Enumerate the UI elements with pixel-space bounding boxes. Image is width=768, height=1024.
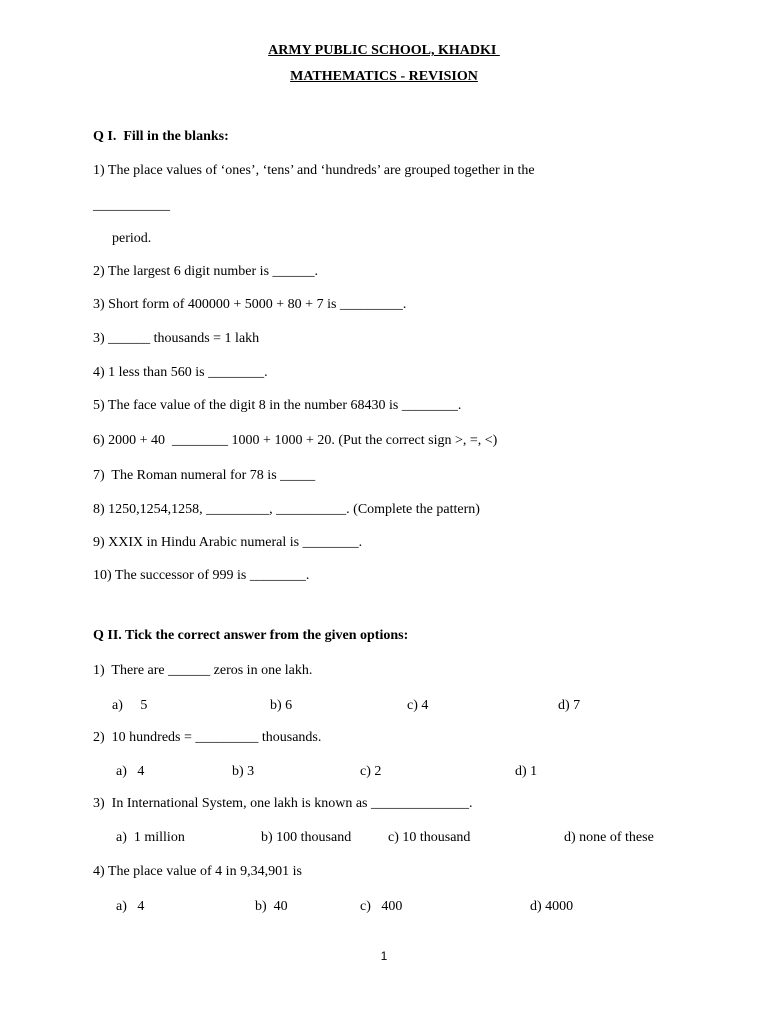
mcq-1-option-d: d) 7 bbox=[558, 698, 581, 713]
question-10: 10) The successor of 999 is ________. bbox=[93, 568, 310, 583]
school-title: ARMY PUBLIC SCHOOL, KHADKI bbox=[268, 43, 500, 58]
question-7: 7) The Roman numeral for 78 is _____ bbox=[93, 468, 316, 483]
mcq-3-option-d: d) none of these bbox=[564, 830, 654, 845]
mcq-2-option-b: b) 3 bbox=[232, 764, 255, 779]
mcq-3-option-a: a) 1 million bbox=[116, 830, 185, 845]
question-9: 9) XXIX in Hindu Arabic numeral is ________. bbox=[93, 535, 363, 550]
mcq-3-option-c: c) 10 thousand bbox=[388, 830, 471, 845]
question-3a: 3) Short form of 400000 + 5000 + 80 + 7 is _________. bbox=[93, 297, 407, 312]
subject-title: MATHEMATICS - REVISION bbox=[290, 69, 478, 84]
question-5: 5) The face value of the digit 8 in the number 68430 is ________. bbox=[93, 398, 462, 413]
mcq-4-option-b: b) 40 bbox=[255, 899, 288, 914]
mcq-4-option-a: a) 4 bbox=[116, 899, 145, 914]
question-4: 4) 1 less than 560 is ________. bbox=[93, 365, 268, 380]
mcq-1-option-a: a) 5 bbox=[112, 698, 148, 713]
mcq-2-question: 2) 10 hundreds = _________ thousands. bbox=[93, 730, 322, 745]
mcq-2-option-c: c) 2 bbox=[360, 764, 382, 779]
mcq-1-question: 1) There are ______ zeros in one lakh. bbox=[93, 663, 313, 678]
mcq-2-option-a: a) 4 bbox=[116, 764, 145, 779]
question-6: 6) 2000 + 40 ________ 1000 + 1000 + 20. (Put the correct sign >, =, <) bbox=[93, 433, 498, 448]
question-2: 2) The largest 6 digit number is ______. bbox=[93, 264, 319, 279]
mcq-4-option-c: c) 400 bbox=[360, 899, 403, 914]
mcq-2-option-d: d) 1 bbox=[515, 764, 538, 779]
mcq-4-option-d: d) 4000 bbox=[530, 899, 574, 914]
question-3b: 3) ______ thousands = 1 lakh bbox=[93, 331, 260, 346]
page-number: 1 bbox=[380, 949, 388, 963]
section-2-heading: Q II. Tick the correct answer from the given options: bbox=[93, 628, 409, 643]
mcq-4-question: 4) The place value of 4 in 9,34,901 is bbox=[93, 864, 302, 879]
mcq-3-question: 3) In International System, one lakh is known as ______________. bbox=[93, 796, 473, 811]
question-1-line-3: period. bbox=[112, 231, 152, 246]
mcq-1-option-b: b) 6 bbox=[270, 698, 293, 713]
question-8: 8) 1250,1254,1258, _________, __________. (Complete the pattern) bbox=[93, 502, 480, 517]
question-1-line-1: 1) The place values of ‘ones’, ‘tens’ and ‘hundreds’ are grouped together in the bbox=[93, 163, 535, 178]
mcq-1-option-c: c) 4 bbox=[407, 698, 429, 713]
section-1-heading: Q I. Fill in the blanks: bbox=[93, 129, 229, 144]
mcq-3-option-b: b) 100 thousand bbox=[261, 830, 352, 845]
question-1-blank: ___________ bbox=[93, 198, 170, 213]
